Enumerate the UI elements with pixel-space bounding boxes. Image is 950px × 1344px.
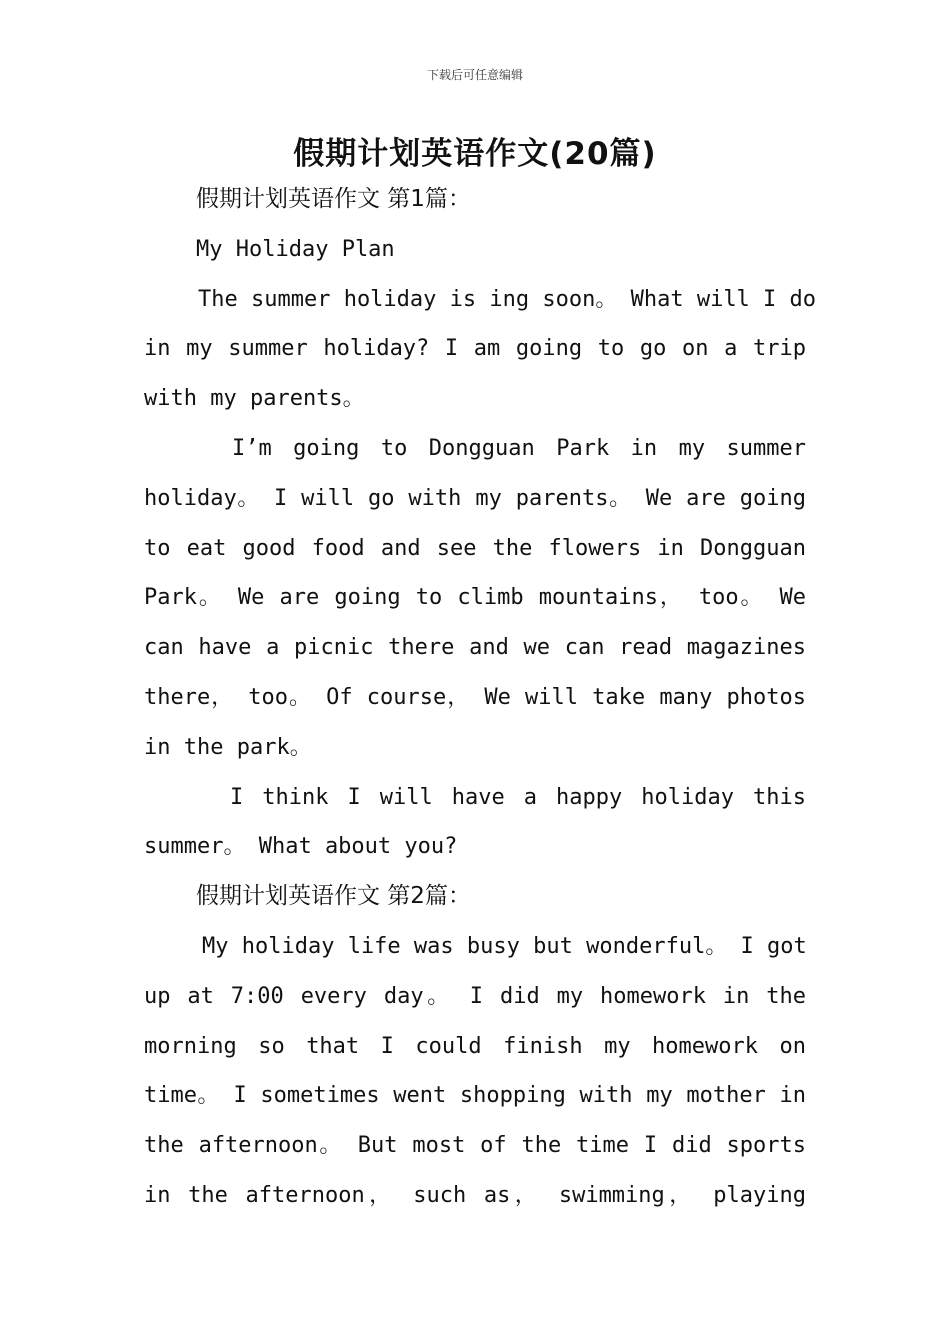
section-heading: 假期计划英语作文 第1篇： <box>196 186 471 212</box>
header-note: 下载后可任意编辑 <box>426 68 523 82</box>
body-text-line: in the afternoon， such as， swimming， playing <box>144 1182 806 1208</box>
body-text-line: Park。 We are going to climb mountains， too。 We <box>144 585 806 611</box>
body-text-line: The summer holiday is ing soon。 What will I do <box>198 286 817 312</box>
body-text-line: time。 I sometimes went shopping with my mother in <box>144 1083 806 1109</box>
body-text-line: the afternoon。 But most of the time I did sports <box>144 1133 806 1159</box>
section-heading: 假期计划英语作文 第2篇： <box>196 883 471 910</box>
body-text-line: in my summer holiday? I am going to go on a trip <box>144 336 806 362</box>
body-text-line: to eat good food and see the flowers in Dongguan <box>144 535 806 561</box>
body-text-line: holiday。 I will go with my parents。 We are going <box>144 485 806 511</box>
body-text-line: in the park。 <box>144 734 312 760</box>
body-text-line: there， too。 Of course， We will take many photos <box>144 684 806 710</box>
body-text-line: with my parents。 <box>144 386 365 412</box>
document-body <box>144 175 817 1221</box>
body-text-line: I think I will have a happy holiday this <box>230 784 806 810</box>
body-text-line: up at 7:00 every day。 I did my homework in the <box>144 983 806 1009</box>
body-text-line: My Holiday Plan <box>196 236 395 262</box>
body-text-line: summer。 What about you? <box>144 834 458 860</box>
body-text-line: can have a picnic there and we can read magazines <box>144 635 806 661</box>
document-title: 假期计划英语作文(20篇) <box>293 136 657 172</box>
body-text-line: morning so that I could finish my homework on <box>144 1033 806 1059</box>
body-text-line: My holiday life was busy but wonderful。 I got <box>202 933 807 959</box>
body-text-line: I’m going to Dongguan Park in my summer <box>232 435 806 461</box>
